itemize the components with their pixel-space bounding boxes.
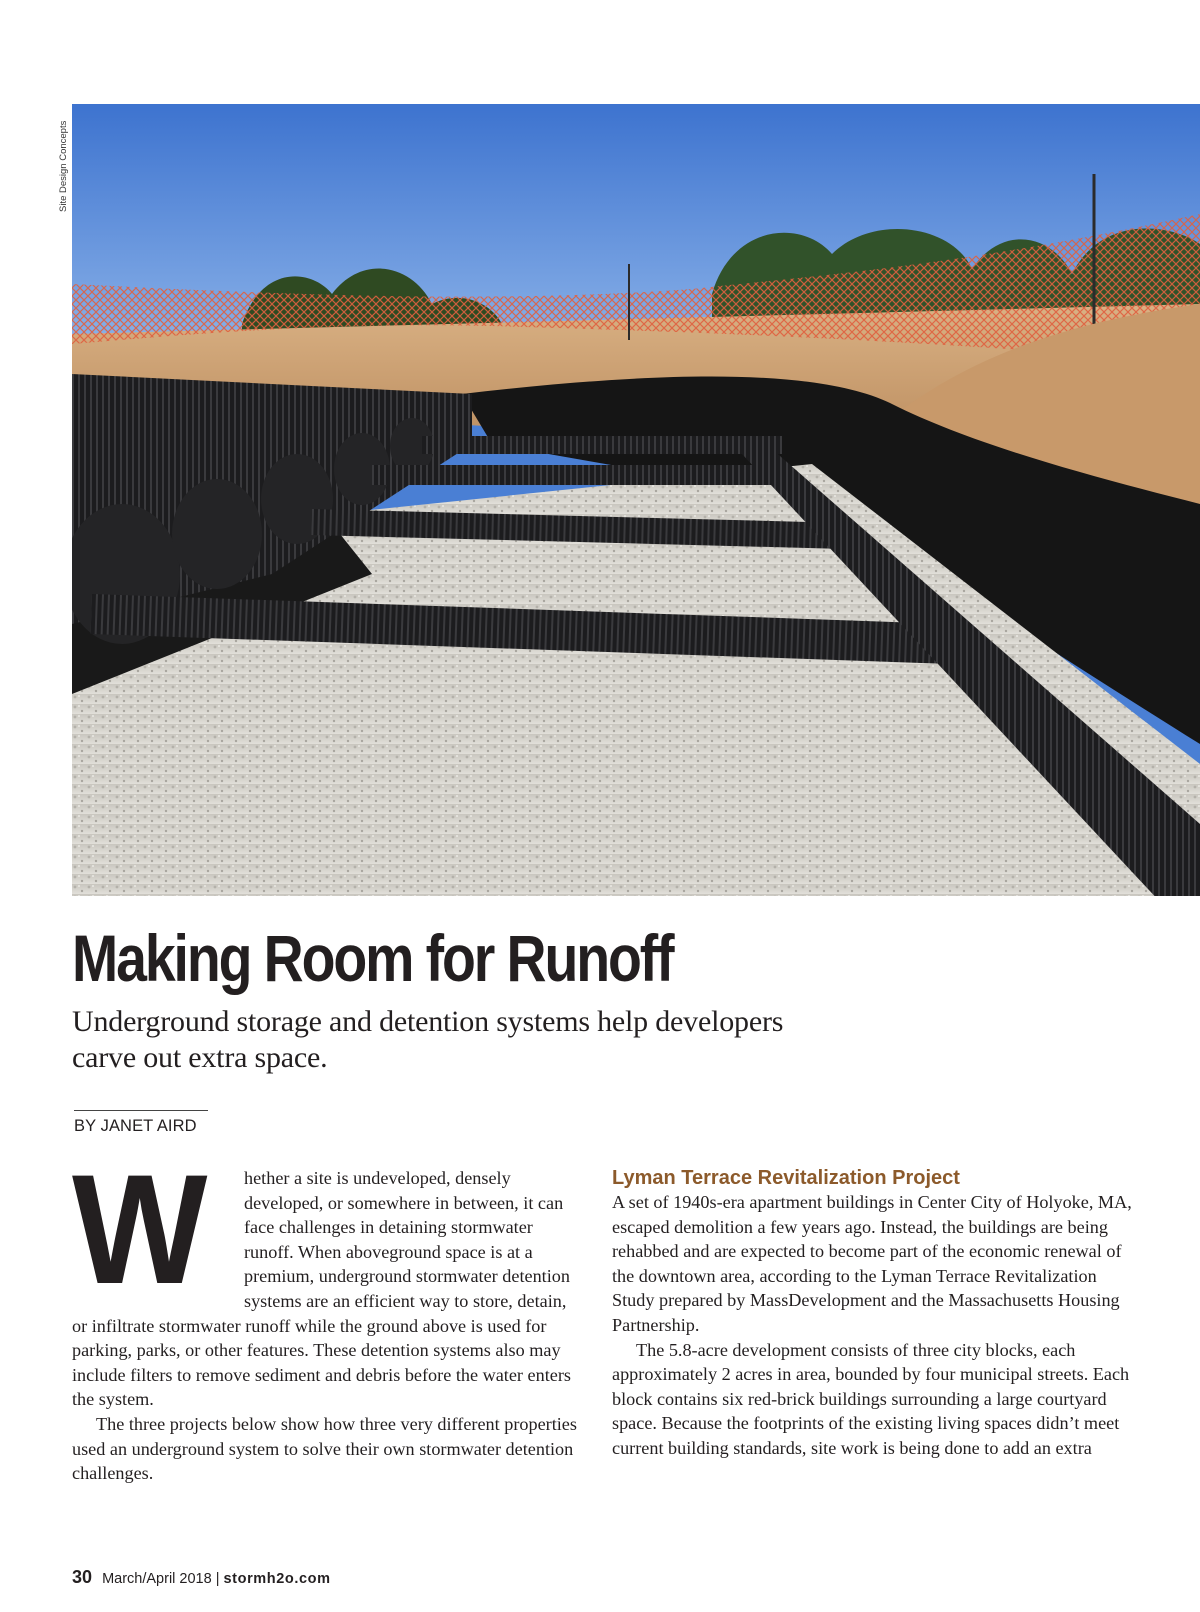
footer-separator: |	[215, 1571, 220, 1587]
right-paragraph-1: A set of 1940s-era apartment buildings in Center City of Holyoke, MA, escaped demolition a few years ago. Instead, the buildings are being rehabbed and are expected to become part of the economic renewal of the downtown area, according to the Lyman Terrace Revitalization Study prepared by MassDevelopment and the Massachusetts Housing Partnership.	[612, 1192, 1132, 1335]
article-deck: Underground storage and detention systems help developers carve out extra space.	[72, 1005, 784, 1074]
left-paragraph-2: The three projects below show how three very different properties used an underground system to solve their own stormwater detention challenges.	[72, 1413, 577, 1484]
hero-photo	[72, 104, 1200, 896]
chamber-end-2	[172, 479, 262, 589]
byline-rule	[74, 1110, 208, 1111]
right-paragraph-2: The 5.8-acre development consists of three city blocks, each approximately 2 acres in area, bounded by four municipal streets. Each block contains six red-brick buildings surrounding a large courtyard space. Because the footprints of the existing living spaces didn’t meet current building standards, site work is being done to add an extra	[612, 1339, 1130, 1458]
left-column	[72, 1143, 582, 1486]
section-heading: Lyman Terrace Revitalization Project	[612, 1167, 960, 1189]
byline: BY JANET AIRD	[74, 1117, 197, 1135]
issue-date: March/April 2018	[102, 1571, 212, 1587]
header-pipe-4	[422, 436, 782, 454]
photo-credit: Site Design Concepts	[58, 120, 69, 212]
header-pipe-3	[372, 465, 772, 485]
drop-cap: W	[72, 1143, 202, 1317]
article-headline: Making Room for Runoff	[72, 921, 673, 995]
site-url[interactable]: stormh2o.com	[223, 1571, 331, 1587]
right-column	[612, 1190, 1132, 1461]
intro-paragraph: hether a site is undeveloped, densely developed, or somewhere in between, it can face challenges in detaining stormwater runoff. When aboveground space is at a premium, underground stormwater detention systems are an efficient way to store, detain, or infiltrate stormwater runoff while the ground above is used for parking, parks, or other features. These detention systems also may include filters to remove sediment and debris before the water enters the system.	[72, 1168, 571, 1410]
page-footer	[72, 1567, 331, 1588]
page-number: 30	[72, 1567, 93, 1587]
